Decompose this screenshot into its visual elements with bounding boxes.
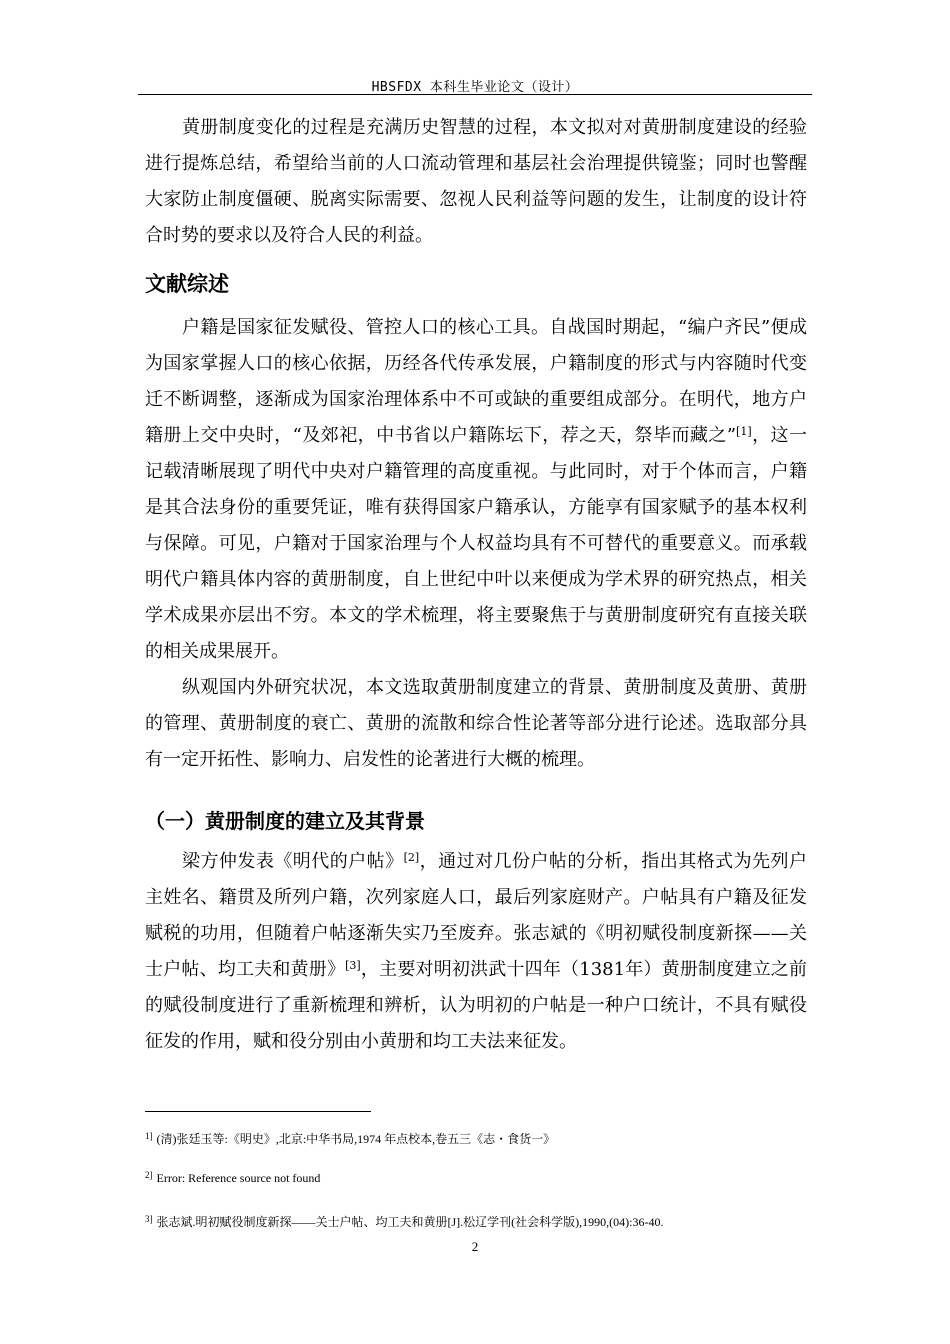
citation-2: [2] xyxy=(403,851,420,864)
header-rule xyxy=(138,94,812,95)
review-paragraph-2: 纵观国内外研究状况，本文选取黄册制度建立的背景、黄册制度及黄册、黄册的管理、黄册制度的衰亡、黄册的流散和综合性论著等部分进行论述。选取部分具有一定开拓性、影响力、启发性的论著进行大概的梳理。 xyxy=(145,677,807,770)
footnote-rule xyxy=(145,1111,371,1112)
footnote-text: 张志斌.明初赋役制度新探——关士户帖、均工夫和黄册[J].松辽学刊(社会科学版),1990,(04):36-40. xyxy=(156,1215,664,1229)
section-title: 文献综述 xyxy=(145,272,229,296)
footnote-mark: 2] xyxy=(145,1170,153,1180)
running-header: HBSFDX 本科生毕业论文（设计） xyxy=(371,80,579,95)
footnote-3 xyxy=(145,1213,663,1230)
intro-paragraph: 黄册制度变化的过程是充满历史智慧的过程，本文拟对对黄册制度建设的经验进行提炼总结，希望给当前的人口流动管理和基层社会治理提供镜鉴；同时也警醒大家防止制度僵硬、脱离实际需要、忽视人民利益等问题的发生，让制度的设计符合时势的要求以及符合人民的利益。 xyxy=(145,117,807,246)
citation-3: [3] xyxy=(345,959,361,972)
subsection-body xyxy=(145,844,807,1060)
intro-block xyxy=(145,110,807,254)
subsection-title: （一）黄册制度的建立及其背景 xyxy=(145,809,425,833)
footnote-1 xyxy=(145,1130,555,1147)
footnote-2 xyxy=(145,1171,320,1186)
footnote-text: (清)张廷玉等:《明史》,北京:中华书局,1974 年点校本,卷五三《志・食货一》 xyxy=(156,1132,556,1146)
literature-review-body xyxy=(145,310,807,778)
sub-text-c: ，主要对明初洪武十四年（1381年）黄册制度建立之前的赋役制度进行了重新梳理和辨析，认为明初的户帖是一种户口统计，不具有赋役征发的作用，赋和役分别由小黄册和均工夫法来征发。 xyxy=(145,959,808,1052)
page-number: 2 xyxy=(471,1239,479,1254)
p1-text-a: 户籍是国家征发赋役、管控人口的核心工具。自战国时期起，“编户齐民”便成为国家掌握人口的核心依据，历经各代传承发展，户籍制度的形式与内容随时代变迁不断调整，逐渐成为国家治理体系中不可或缺的重要组成部分。在明代，地方户籍册上交中央时，“及郊祀，中书省以户籍陈坛下，荐之天，祭毕而藏之” xyxy=(145,317,807,446)
sub-text-b: ，通过对几份户帖的分析，指出其格式为先列户主姓名、籍贯及所列户籍，次列家庭人口，最后列家庭财产。户帖具有户籍及征发赋税的功用，但随着户帖逐渐失实乃至废弃。张志斌的《明初赋役制度新探——关士户帖、均工夫和黄册》 xyxy=(145,851,808,980)
sub-text-a: 梁方仲发表《明代的户帖》 xyxy=(182,851,404,872)
review-paragraph-1 xyxy=(145,310,807,670)
footnote-mark: 3] xyxy=(145,1214,153,1224)
footnote-mark: 1] xyxy=(145,1131,153,1141)
p1-text-b: ，这一记载清晰展现了明代中央对户籍管理的高度重视。与此同时，对于个体而言，户籍是其合法身份的重要凭证，唯有获得国家户籍承认，方能享有国家赋予的基本权利与保障。可见，户籍对于国家治理与个人权益均具有不可替代的重要意义。而承载明代户籍具体内容的黄册制度，自上世纪中叶以来便成为学术界的研究热点，相关学术成果亦层出不穷。本文的学术梳理，将主要聚焦于与黄册制度研究有直接关联的相关成果展开。 xyxy=(145,425,807,662)
subsection-paragraph xyxy=(145,844,807,1060)
citation-1: [1] xyxy=(736,425,752,438)
footnote-text: Error: Reference source not found xyxy=(156,1171,321,1185)
